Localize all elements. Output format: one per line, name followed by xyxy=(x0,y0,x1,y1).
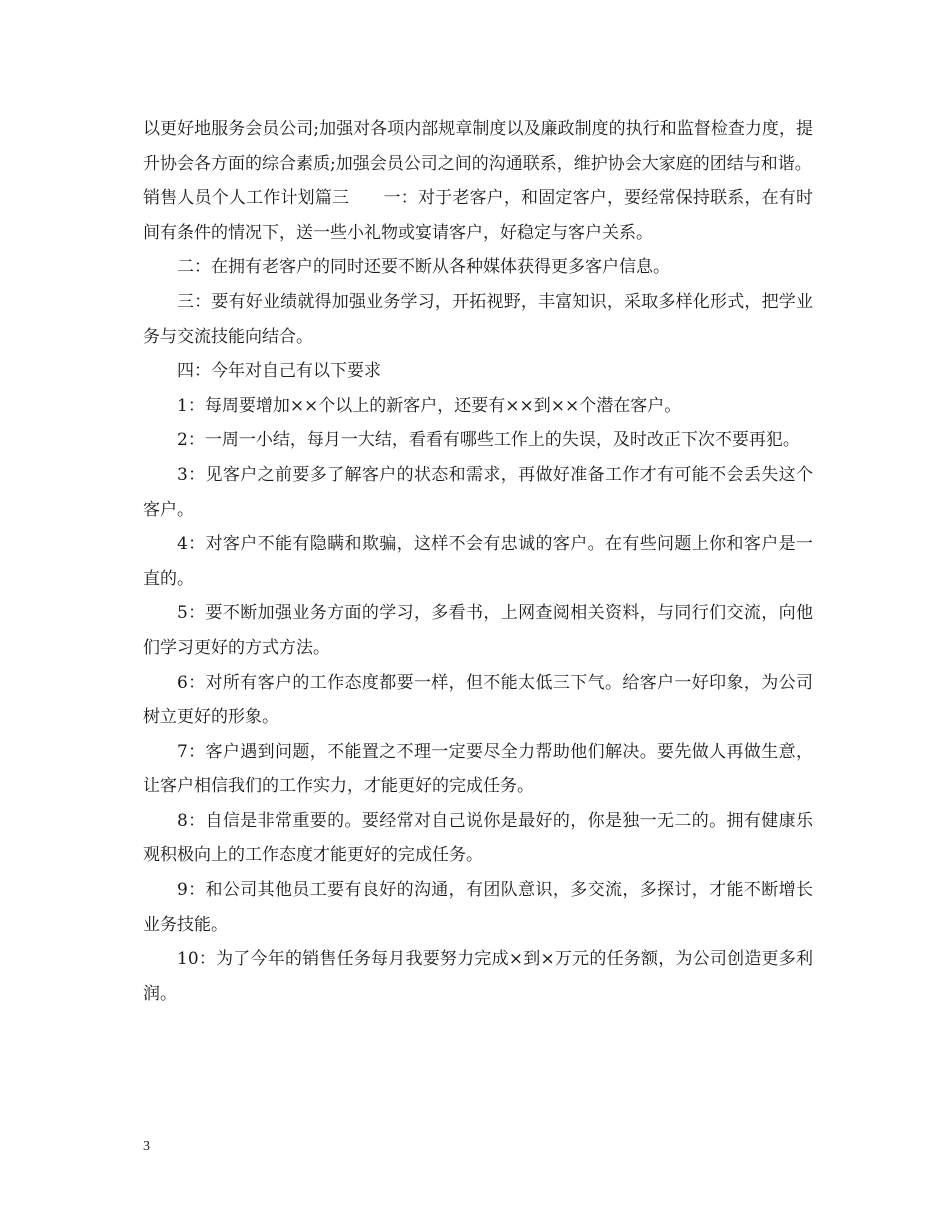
paragraph-requirement-8: 8：自信是非常重要的。要经常对自己说你是最好的，你是独一无二的。拥有健康乐观积极向上的工作态度才能更好的完成任务。 xyxy=(143,810,813,866)
paragraph-item-4: 四：今年对自己有以下要求 xyxy=(177,361,381,382)
paragraph-section-heading: 销售人员个人工作计划篇三 一：对于老客户，和固定客户，要经常保持联系，在有时间有条件的情况下，送一些小礼物或宴请客户，好稳定与客户关系。 xyxy=(143,188,813,243)
paragraph-item-2: 二：在拥有老客户的同时还要不断从各种媒体获得更多客户信息。 xyxy=(177,257,670,278)
paragraph-requirement-5: 5：要不断加强业务方面的学习，多看书，上网查阅相关资料，与同行们交流，向他们学习更好的方式方法。 xyxy=(143,603,813,658)
paragraph-requirement-1: 1：每周要增加××个以上的新客户，还要有××到××个潜在客户。 xyxy=(177,395,682,416)
paragraph-requirement-4: 4：对客户不能有隐瞒和欺骗，这样不会有忠诚的客户。在有些问题上你和客户是一直的。 xyxy=(143,534,813,589)
paragraph-continuation: 以更好地服务会员公司;加强对各项内部规章制度以及廉政制度的执行和监督检查力度，提升协会各方面的综合素质;加强会员公司之间的沟通联系，维护协会大家庭的团结与和谐。 xyxy=(143,119,813,174)
document-body xyxy=(143,112,813,1011)
paragraph-item-3: 三：要有好业绩就得加强业务学习，开拓视野，丰富知识，采取多样化形式，把学业务与交流技能向结合。 xyxy=(143,291,813,347)
paragraph-requirement-9: 9：和公司其他员工要有良好的沟通，有团队意识，多交流，多探讨，才能不断增长业务技能。 xyxy=(143,880,813,935)
paragraph-requirement-2: 2：一周一小结，每月一大结，看看有哪些工作上的失误，及时改正下次不要再犯。 xyxy=(177,430,800,451)
paragraph-requirement-7: 7：客户遇到问题，不能置之不理一定要尽全力帮助他们解决。要先做人再做生意，让客户相信我们的工作实力，才能更好的完成任务。 xyxy=(143,741,813,797)
paragraph-requirement-6: 6：对所有客户的工作态度都要一样，但不能太低三下气。给客户一好印象，为公司树立更好的形象。 xyxy=(143,672,813,728)
paragraph-requirement-10: 10：为了今年的销售任务每月我要努力完成×到×万元的任务额，为公司创造更多利润。 xyxy=(143,949,813,1004)
paragraph-requirement-3: 3：见客户之前要多了解客户的状态和需求，再做好准备工作才有可能不会丢失这个客户。 xyxy=(143,464,813,520)
page-number: 3 xyxy=(143,1139,150,1154)
